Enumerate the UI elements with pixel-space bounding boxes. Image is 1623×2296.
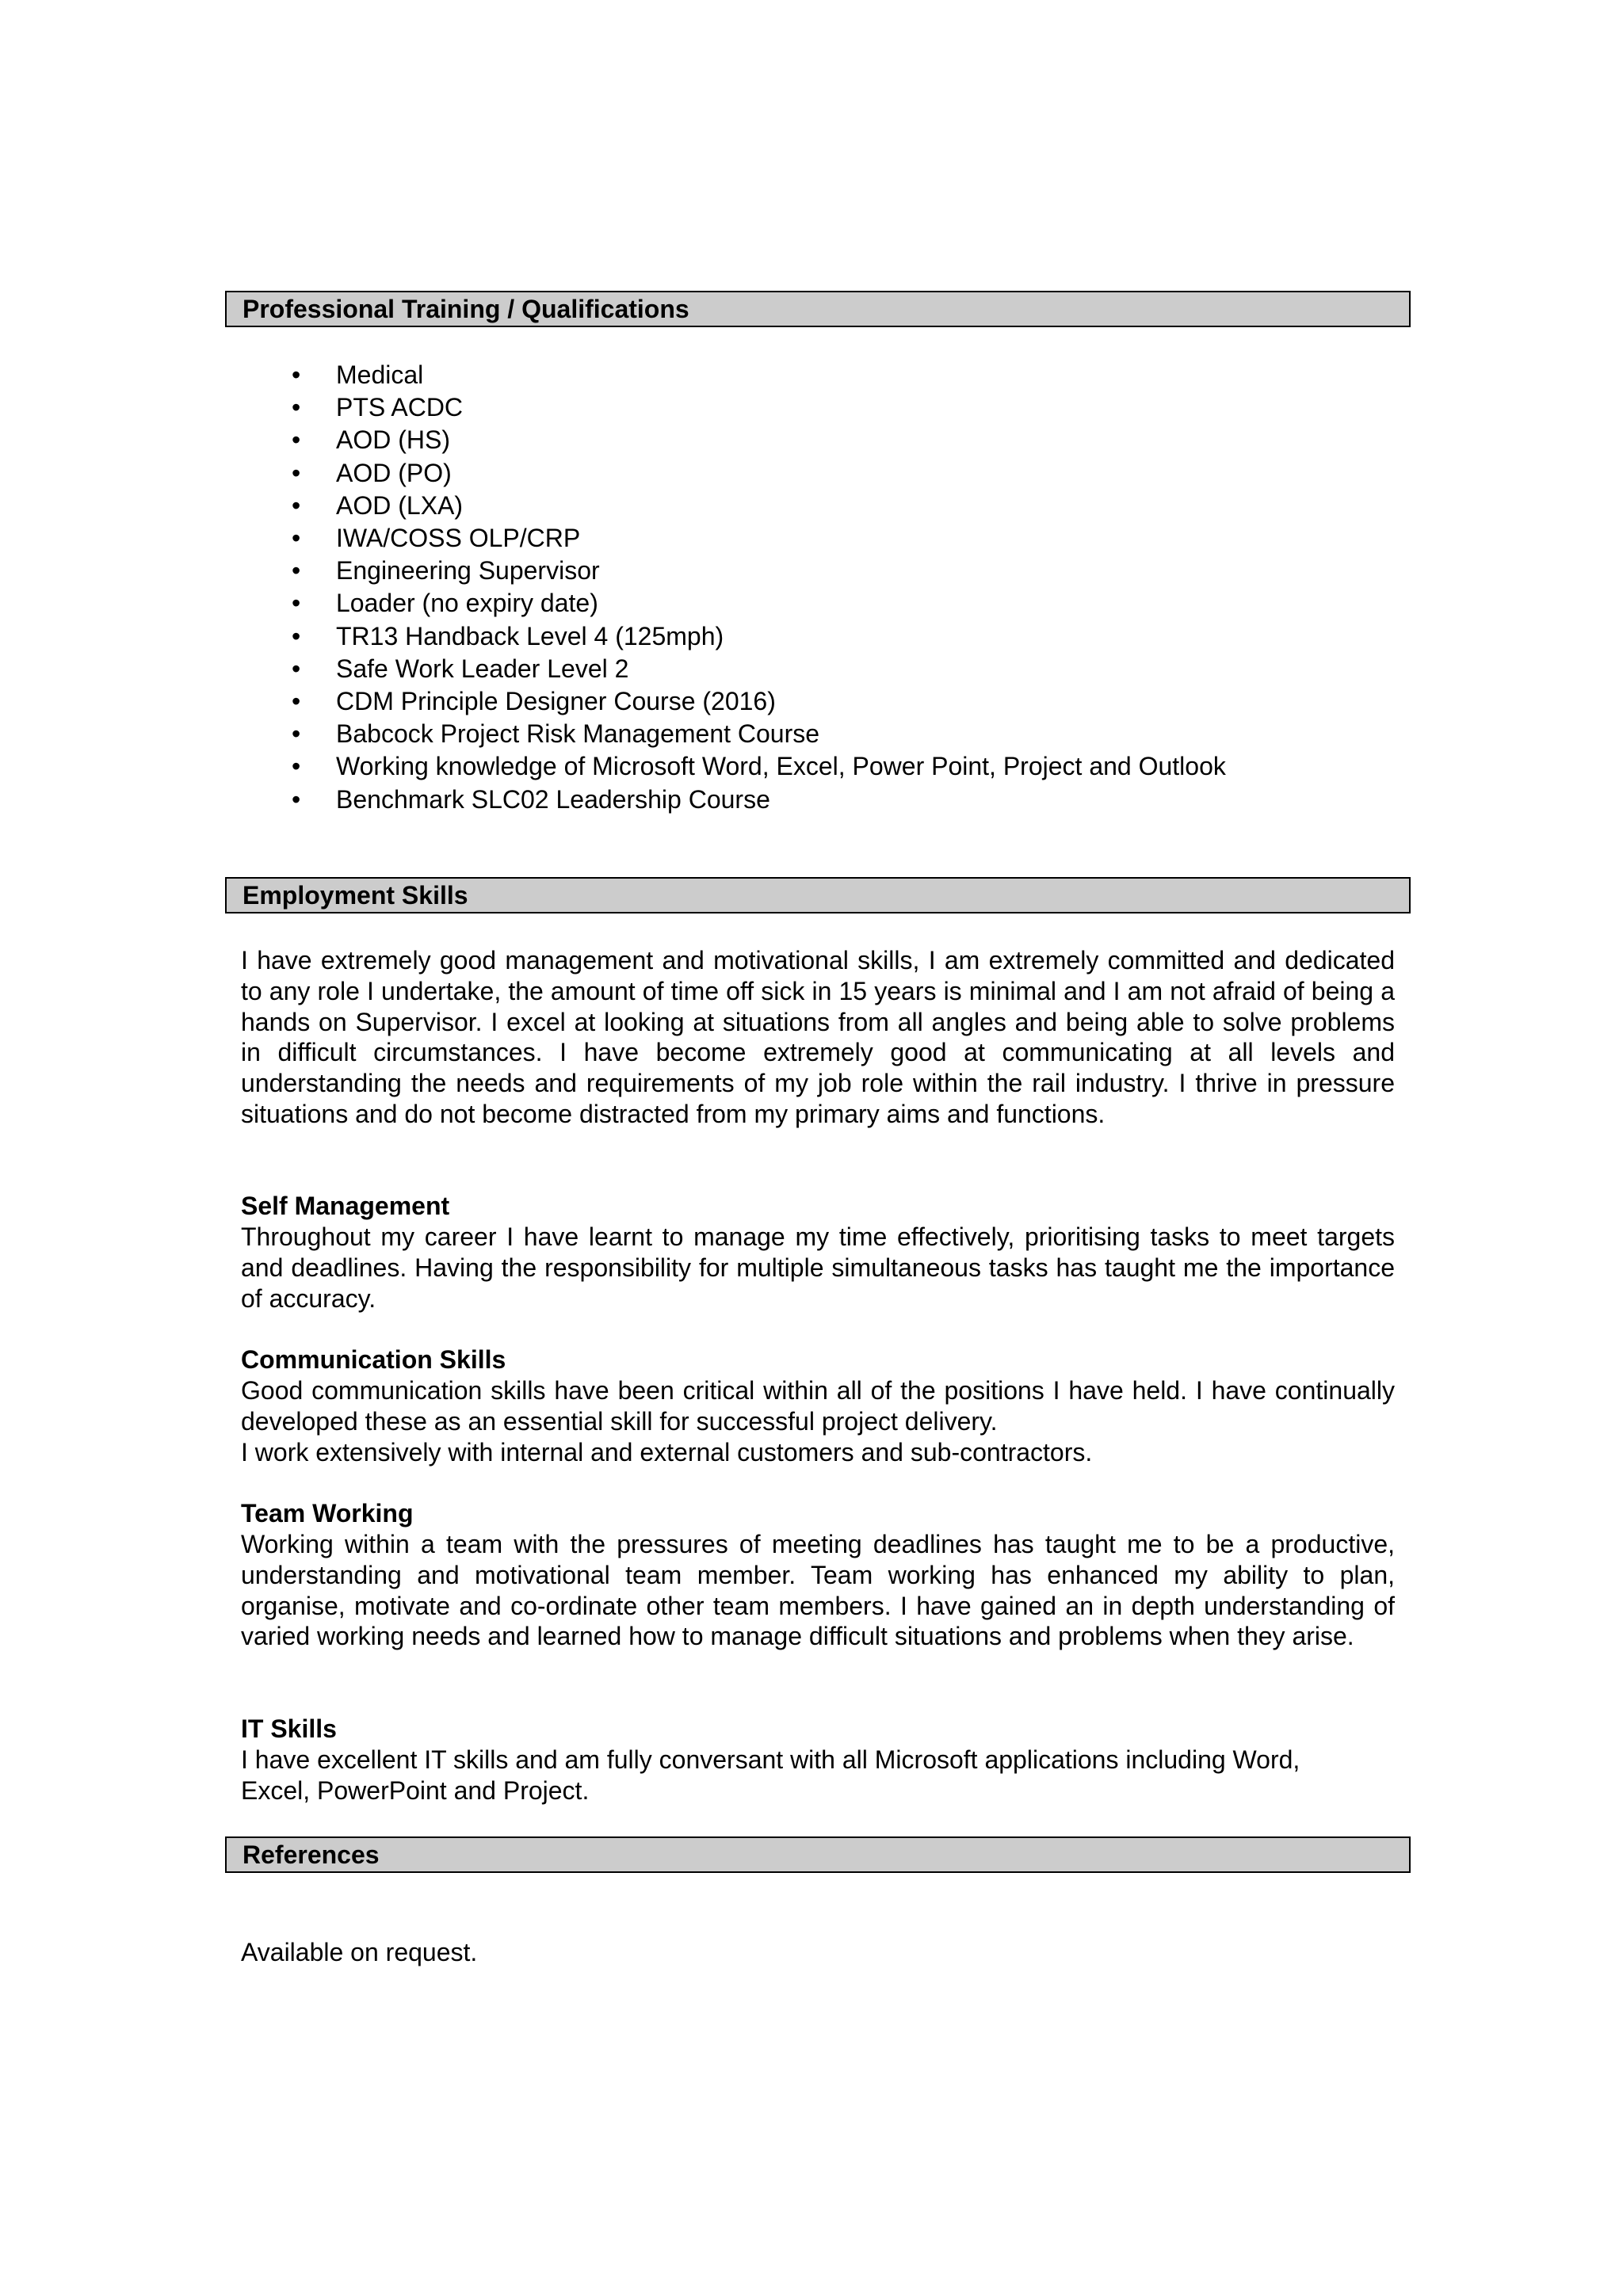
bullet-icon: • (292, 458, 301, 487)
list-item: • TR13 Handback Level 4 (125mph) (241, 620, 1226, 653)
list-item: • AOD (HS) (241, 424, 1226, 456)
list-item: • Loader (no expiry date) (241, 587, 1226, 620)
self-management-paragraph: Throughout my career I have learnt to manage my time effectively, prioritising tasks to meet targets and deadlines. Having the responsibility for multiple simultaneous tasks has taught me the importance of accuracy. (241, 1222, 1395, 1313)
employment-intro-paragraph: I have extremely good management and motivational skills, I am extremely committed and dedicated to any role I undertake, the amount of time off sick in 15 years is minimal and I am not afraid of being a hands on Supervisor. I excel at looking at situations from all angles and being able to solve problems in difficult circumstances. I have become extremely good at communicating at all levels and understanding the needs and requirements of my job role within the rail industry. I thrive in pressure situations and do not become distracted from my primary aims and functions. (241, 946, 1395, 1128)
list-item: • AOD (LXA) (241, 490, 1226, 522)
bullet-icon: • (292, 524, 301, 553)
list-item: • Babcock Project Risk Management Course (241, 718, 1226, 750)
list-item: • IWA/COSS OLP/CRP (241, 522, 1226, 555)
list-item: • PTS ACDC (241, 391, 1226, 424)
list-item: • Benchmark SLC02 Leadership Course (241, 784, 1226, 816)
qualifications-list (241, 359, 1226, 816)
it-skills-heading: IT Skills (241, 1714, 337, 1743)
bullet-icon: • (292, 425, 301, 455)
references-section-header: References (225, 1836, 1411, 1873)
self-management-heading: Self Management (241, 1192, 450, 1220)
communication-paragraph-line: I work extensively with internal and external customers and sub-contractors. (241, 1438, 1093, 1466)
list-item: • Safe Work Leader Level 2 (241, 653, 1226, 685)
references-text: Available on request. (241, 1938, 478, 1966)
bullet-icon: • (292, 490, 301, 520)
it-skills-line-1: I have excellent IT skills and am fully conversant with all Microsoft applications including Word, (241, 1745, 1300, 1774)
training-section-header: Professional Training / Qualifications (225, 291, 1411, 327)
bullet-icon: • (292, 393, 301, 422)
bullet-icon: • (292, 589, 301, 618)
bullet-icon: • (292, 654, 301, 683)
bullet-icon: • (292, 784, 301, 814)
list-item: • CDM Principle Designer Course (2016) (241, 685, 1226, 718)
list-item: • AOD (PO) (241, 457, 1226, 490)
it-skills-line-2: Excel, PowerPoint and Project. (241, 1776, 590, 1805)
bullet-icon: • (292, 360, 301, 389)
team-working-heading: Team Working (241, 1499, 414, 1527)
list-item: • Working knowledge of Microsoft Word, Excel, Power Point, Project and Outlook (241, 750, 1226, 783)
employment-section-header: Employment Skills (225, 877, 1411, 913)
communication-paragraph: Good communication skills have been critical within all of the positions I have held. I have continually developed these as an essential skill for successful project delivery. (241, 1376, 1395, 1436)
list-item: • Medical (241, 359, 1226, 391)
bullet-icon: • (292, 621, 301, 650)
bullet-icon: • (292, 719, 301, 749)
communication-heading: Communication Skills (241, 1345, 506, 1374)
bullet-icon: • (292, 556, 301, 585)
bullet-icon: • (292, 752, 301, 781)
bullet-icon: • (292, 687, 301, 716)
team-working-paragraph: Working within a team with the pressures of meeting deadlines has taught me to be a productive, understanding and motivational team member. Team working has enhanced my ability to plan, organise, motivate and co-ordinate other team members. I have gained an in depth understanding of varied working needs and learned how to manage difficult situations and problems when they arise. (241, 1530, 1395, 1651)
list-item: • Engineering Supervisor (241, 555, 1226, 587)
